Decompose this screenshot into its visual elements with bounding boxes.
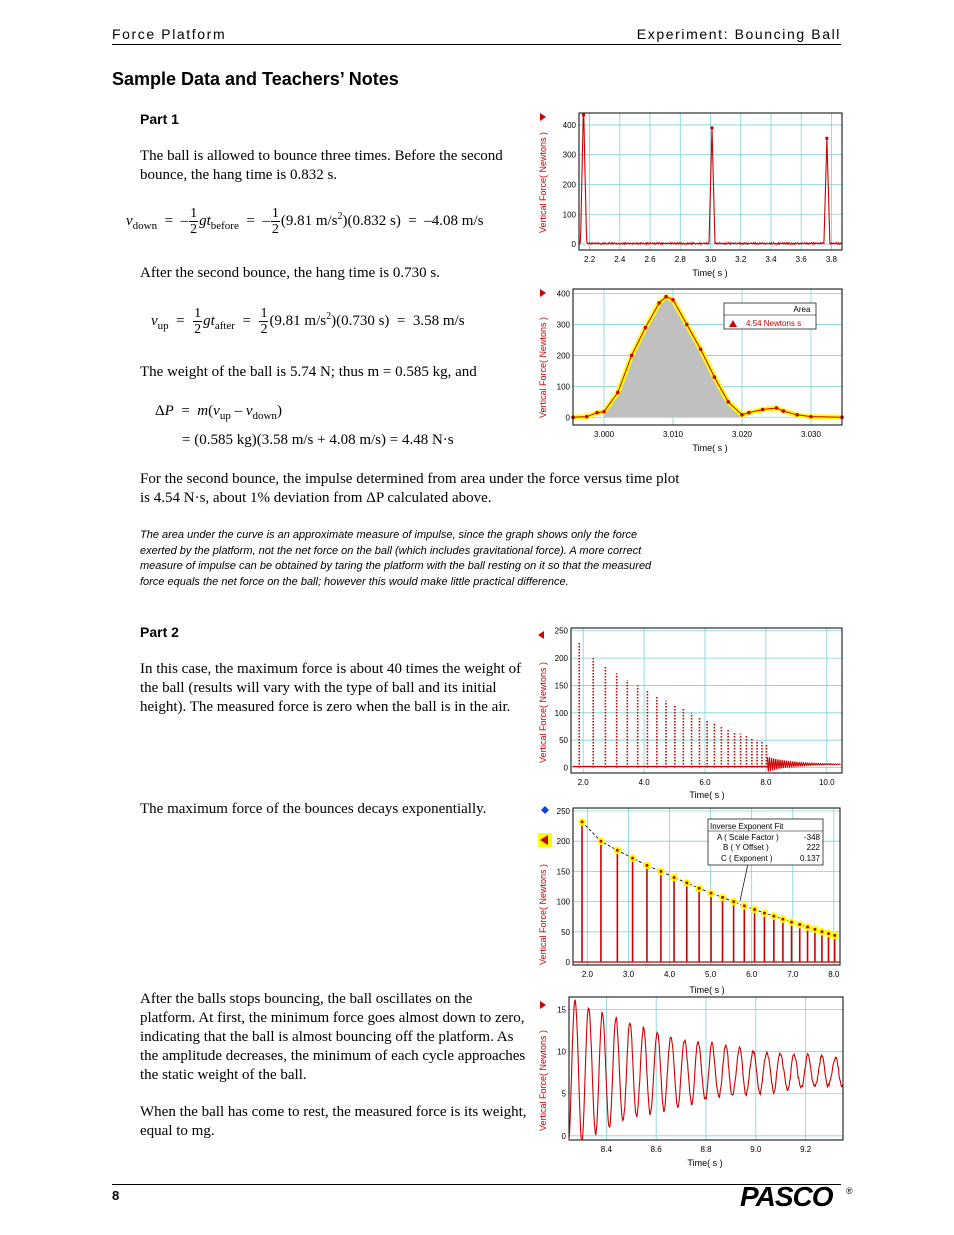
y-tick-label: 100 (562, 210, 576, 220)
y-tick-label: 0 (563, 763, 568, 773)
y-tick-label: 0 (565, 957, 570, 967)
peak-point (825, 137, 828, 140)
x-tick-label: 2.2 (584, 255, 596, 264)
part2-paragraph-2: The maximum force of the bounces decays exponentially. (140, 801, 487, 817)
x-tick-label: 3.2 (735, 255, 747, 264)
y-tick-label: 0 (571, 240, 576, 250)
peak-point (833, 934, 836, 937)
x-tick-label: 9.0 (750, 1145, 762, 1154)
data-point (616, 391, 620, 395)
y-axis-label: Vertical Force( Newtons ) (538, 863, 548, 965)
peak-point (582, 113, 585, 116)
part2-paragraph-4: When the ball has come to rest, the measured force is its weight, equal to mg. (140, 1104, 527, 1139)
peak-point (732, 900, 735, 903)
y-axis-label: Vertical Force( Newtons ) (538, 316, 548, 418)
data-point (761, 408, 765, 412)
x-tick-label: 2.8 (674, 255, 686, 264)
chart-exponential-fit (532, 803, 847, 995)
peak-point (581, 820, 584, 823)
peak-point (763, 912, 766, 915)
data-point (775, 406, 779, 410)
x-tick-label: 3.4 (765, 255, 777, 264)
data-point (595, 411, 599, 415)
y-axis-label: Vertical Force( Newtons ) (538, 131, 548, 233)
y-tick-label: 10 (557, 1047, 566, 1057)
part1-paragraph-2: After the second bounce, the hang time is 0.730 s. (140, 265, 440, 281)
fit-c-label: C ( Exponent ) (721, 854, 773, 863)
x-tick-label: 3.6 (795, 255, 807, 264)
data-point (809, 415, 813, 419)
data-point (740, 413, 744, 417)
running-header-right: Experiment: Bouncing Ball (636, 26, 841, 42)
header-rule (112, 44, 841, 45)
data-point (657, 301, 661, 305)
x-tick-label: 8.4 (600, 1145, 612, 1154)
peak-point (827, 932, 830, 935)
x-tick-label: 3.8 (825, 255, 837, 264)
data-point (795, 413, 799, 417)
x-tick-label: 4.0 (638, 778, 650, 787)
y-tick-label: 200 (562, 180, 576, 190)
chart-second-bounce-area (532, 283, 847, 457)
peak-point (631, 857, 634, 860)
legend-value: 4.54 Newtons s (746, 319, 802, 328)
peak-point (772, 915, 775, 918)
chart-oscillation (532, 996, 847, 1172)
x-tick-label: 4.0 (663, 970, 676, 979)
x-tick-label: 2.4 (614, 255, 626, 264)
data-point (602, 410, 606, 414)
x-axis-label: Time( s ) (687, 1158, 723, 1168)
y-tick-label: 300 (562, 150, 576, 160)
axis-marker-icon (538, 631, 544, 639)
fit-b-value: 222 (806, 843, 820, 852)
fit-c-value: 0.137 (799, 854, 820, 863)
y-tick-label: 200 (556, 837, 570, 847)
x-axis-label: Time( s ) (692, 443, 728, 453)
data-point (782, 409, 786, 413)
part2-paragraph-1: In this case, the maximum force is about 40 times the weight of the ball (results will vary with the type of ball and its initial height). The measured force is zero when the ball is in the air. (140, 661, 522, 715)
page-number: 8 (112, 1188, 120, 1203)
legend-title: Area (793, 305, 811, 314)
equation-delta-p-value: = (0.585 kg)(3.58 m/s + 4.08 m/s) = 4.48 N·s (182, 432, 454, 448)
x-tick-label: 8.0 (760, 778, 772, 787)
chart-many-bounces (532, 623, 847, 801)
data-point (585, 415, 589, 419)
x-tick-label: 10.0 (818, 778, 835, 787)
x-axis-label: Time( s ) (689, 985, 725, 995)
y-tick-label: 100 (554, 708, 568, 718)
fit-b-label: B ( Y Offset ) (723, 843, 769, 852)
y-tick-label: 100 (556, 897, 570, 907)
peak-point (659, 870, 662, 873)
y-tick-label: 150 (556, 867, 570, 877)
x-tick-label: 8.8 (700, 1145, 712, 1154)
peak-point (743, 904, 746, 907)
y-tick-label: 0 (561, 1131, 566, 1141)
x-tick-label: 6.0 (746, 970, 758, 979)
peak-point (798, 923, 801, 926)
part1-paragraph-1: The ball is allowed to bounce three times. Before the second bounce, the hang time is 0.832 s. (140, 148, 503, 183)
x-tick-label: 5.0 (705, 970, 717, 979)
area-legend (724, 303, 816, 329)
peak-point (599, 840, 602, 843)
y-tick-label: 200 (556, 351, 570, 361)
x-axis-label: Time( s ) (692, 268, 728, 278)
y-tick-label: 50 (561, 927, 570, 937)
data-point (699, 347, 703, 351)
fit-title: Inverse Exponent Fit (710, 822, 784, 831)
x-tick-label: 6.0 (699, 778, 711, 787)
section-title: Sample Data and Teachers’ Notes (112, 69, 399, 89)
fit-a-label: A ( Scale Factor ) (717, 833, 779, 842)
part1-paragraph-4: For the second bounce, the impulse determined from area under the force versus time plot is 4.54 N·s, about 1% deviation from ΔP calculated above. (140, 471, 680, 506)
peak-point (616, 849, 619, 852)
part2-heading: Part 2 (140, 624, 179, 640)
data-point (726, 400, 730, 404)
data-point (713, 375, 717, 379)
x-tick-label: 7.0 (787, 970, 799, 979)
x-tick-label: 8.0 (828, 970, 840, 979)
peak-point (806, 925, 809, 928)
x-axis-label: Time( s ) (689, 790, 725, 800)
chart-three-bounces (532, 108, 847, 280)
part2-paragraph-3: After the balls stops bouncing, the ball oscillates on the platform. At first, the minimum force goes almost down to zero, indicating that the ball is almost bouncing off the platform. As the amplitude decreases, the minimum of each cycle approaches the static weight of the ball. (140, 991, 526, 1083)
y-tick-label: 50 (559, 736, 568, 746)
running-header-left: Force Platform (112, 26, 227, 42)
y-tick-label: 0 (565, 413, 570, 423)
part1-paragraph-3: The weight of the ball is 5.74 N; thus m = 0.585 kg, and (140, 364, 477, 380)
x-tick-label: 3.0 (704, 255, 717, 264)
x-tick-label: 2.0 (577, 778, 589, 787)
registered-mark: ® (846, 1186, 853, 1196)
peak-point (781, 918, 784, 921)
axis-marker-icon (540, 1001, 546, 1009)
pasco-logo: PASCO (740, 1181, 833, 1212)
teacher-note: The area under the curve is an approximate measure of impulse, since the graph shows only the force exerted by the platform, not the net force on the ball (which includes gravitational force). A more correct measure of impulse can be obtained by taring the platform with the ball resting on it so that the measured force equals the net force on the ball; however this would make little practical difference. (140, 529, 652, 588)
peak-point (673, 876, 676, 879)
equation-v-down: $v_{down}$ = – $\frac{1}{2}$ $gt_{before}$ = – $\frac{1}{2}$ (9.81 $m/s^2)(0.832$ s) = –4.08 m/s (126, 206, 484, 237)
axis-marker-icon (540, 113, 546, 121)
x-tick-label: 2.0 (581, 970, 593, 979)
equation-v-up: $v_{up}$ = $\frac{1}{2}$ $gt_{after}$ = $\frac{1}{2}$ (9.81 $m/s^2)(0.730$ s) = 3.58 m/s (151, 306, 465, 337)
diamond-icon (541, 806, 549, 814)
peak-point (710, 892, 713, 895)
y-tick-label: 250 (556, 807, 570, 817)
x-tick-label: 3.010 (662, 430, 684, 439)
footer-rule (112, 1184, 841, 1185)
peak-point (685, 881, 688, 884)
y-tick-label: 400 (556, 289, 570, 299)
peak-point (710, 126, 713, 129)
fit-a-value: -348 (803, 833, 820, 842)
peak-point (753, 908, 756, 911)
peak-point (698, 887, 701, 890)
peak-point (790, 921, 793, 924)
x-tick-label: 8.6 (650, 1145, 662, 1154)
x-tick-label: 3.030 (800, 430, 821, 439)
data-point (664, 295, 668, 299)
y-tick-label: 100 (556, 382, 570, 392)
data-point (671, 298, 675, 302)
x-tick-label: 2.6 (644, 255, 656, 264)
x-tick-label: 3.0 (622, 970, 635, 979)
data-point (644, 326, 648, 330)
y-tick-label: 15 (557, 1005, 566, 1015)
y-axis-label: Vertical Force( Newtons ) (538, 1029, 548, 1131)
peak-point (820, 930, 823, 933)
y-tick-label: 150 (554, 681, 568, 691)
equation-delta-p: $\Delta P = m(v_{up} - v_{down})$ (155, 403, 282, 422)
y-tick-label: 5 (561, 1089, 566, 1099)
data-point (630, 354, 634, 358)
peak-point (721, 896, 724, 899)
y-tick-label: 250 (554, 626, 568, 636)
oscillation-trace (767, 757, 840, 772)
data-point (685, 323, 689, 327)
y-tick-label: 300 (556, 320, 570, 330)
y-tick-label: 400 (562, 120, 576, 130)
peak-point (645, 864, 648, 867)
axis-marker-icon (540, 289, 546, 297)
peak-point (813, 928, 816, 931)
part1-heading: Part 1 (140, 111, 179, 127)
y-tick-label: 200 (554, 654, 568, 664)
fit-box (708, 819, 823, 901)
x-tick-label: 3.000 (594, 430, 615, 439)
x-tick-label: 3.020 (731, 430, 753, 439)
data-point (747, 411, 751, 415)
impulse-area (604, 297, 742, 418)
x-tick-label: 9.2 (800, 1145, 812, 1154)
y-axis-label: Vertical Force( Newtons ) (538, 661, 548, 763)
